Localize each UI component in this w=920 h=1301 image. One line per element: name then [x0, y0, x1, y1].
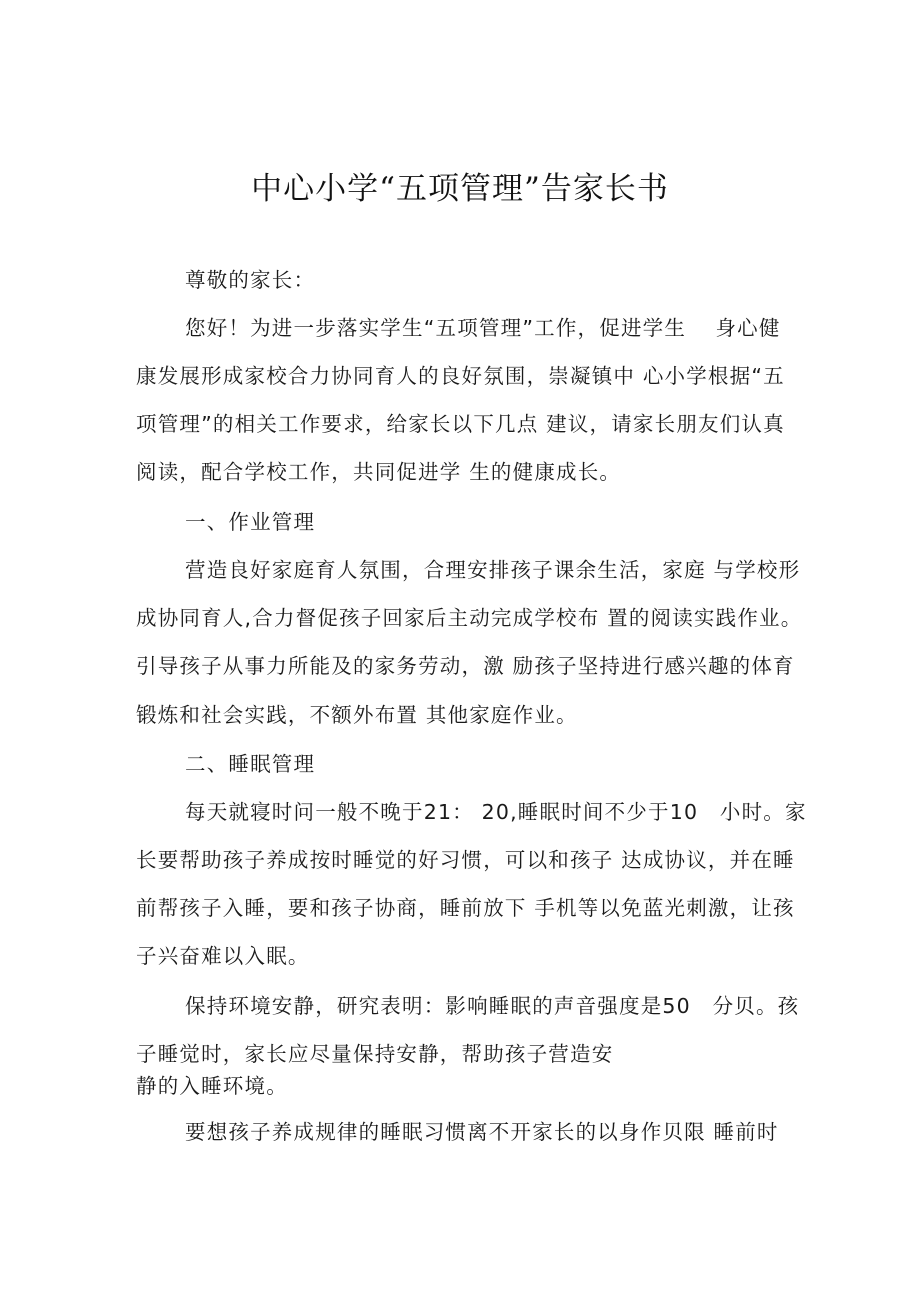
paragraph-line: 前帮孩子入睡，要和孩子协商，睡前放下 手机等以免蓝光刺激，让孩: [136, 896, 795, 920]
paragraph-line: 成协同育人,合力督促孩子回家后主动完成学校布 置的阅读实践作业。: [136, 606, 803, 630]
section-heading: 二、睡眠管理: [185, 752, 316, 776]
paragraph-line: 静的入睡环境。: [136, 1074, 288, 1098]
paragraph-line: 子兴奋难以入眠。: [136, 944, 310, 968]
salutation: 尊敬的家长：: [185, 268, 316, 292]
paragraph-line: 保持环境安静，研究表明：影响睡眠的声音强度是50 分贝。孩: [185, 994, 800, 1018]
document-title: 中心小学“五项管理”告家长书: [251, 171, 669, 207]
paragraph-line: 您好！为进一步落实学生“五项管理”工作，促进学生 身心健: [185, 316, 781, 340]
paragraph-line: 康发展形成家校合力协同育人的良好氛围，崇凝镇中 心小学根据“五: [136, 364, 785, 388]
paragraph-line: 每天就寝时问一般不晚于21： 20,睡眠时间不少于10 小时。家: [185, 800, 807, 824]
paragraph-line: 项管理”的相关工作要求，给家长以下几点 建议，请家长朋友们认真: [136, 412, 785, 436]
paragraph-line: 阅读，配合学校工作，共同促进学 生的健康成长。: [136, 460, 622, 484]
paragraph-line: 长要帮助孩子养成按时睡觉的好习惯，可以和孩子 达成协议，并在睡: [136, 848, 795, 872]
paragraph-line: 子睡觉时，家长应尽量保持安静，帮助孩子营造安: [136, 1042, 614, 1066]
paragraph-line: 锻炼和社会实践，不额外布置 其他家庭作业。: [136, 703, 578, 727]
paragraph-line: 营造良好家庭育人氛围，合理安排孩子课余生活，家庭 与学校形: [185, 558, 801, 582]
paragraph-line: 引导孩子从事力所能及的家务劳动，激 励孩子坚持进行感兴趣的体育: [136, 654, 795, 678]
paragraph-line: 要想孩子养成规律的睡眠习惯离不开家长的以身作贝限 睡前时: [185, 1120, 779, 1144]
section-heading: 一、作业管理: [185, 510, 316, 534]
